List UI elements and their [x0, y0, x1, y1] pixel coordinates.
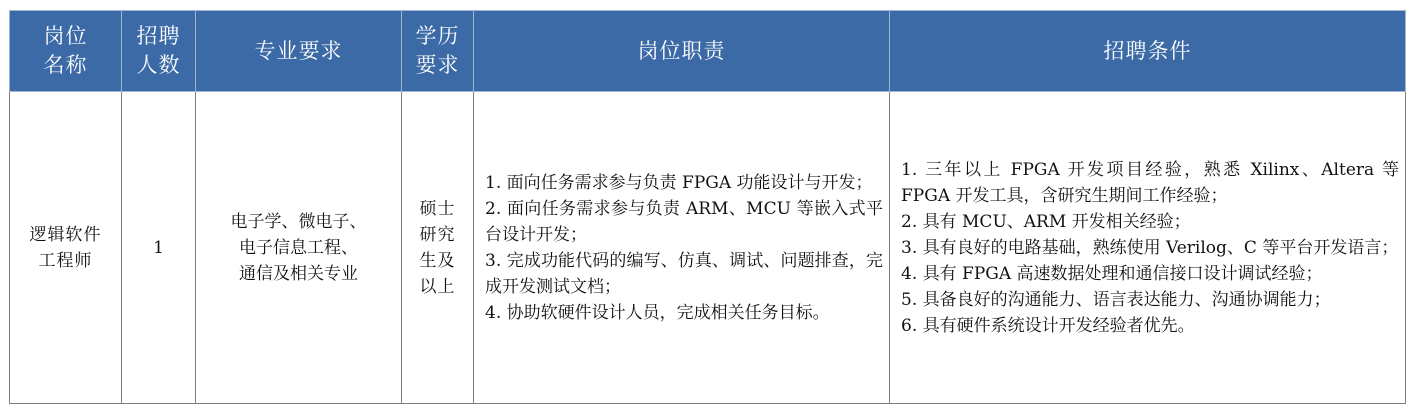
condition-item: 4. 具有 FPGA 高速数据处理和通信接口设计调试经验；	[901, 263, 1323, 284]
header-headcount: 招聘 人数	[122, 11, 196, 92]
condition-item: 6. 具有硬件系统设计开发经验者优先。	[901, 315, 1195, 336]
table-row	[10, 92, 1406, 404]
cell-position-name: 逻辑软件 工程师	[10, 92, 122, 404]
condition-item: 5. 具备良好的沟通能力、语言表达能力、沟通协调能力；	[901, 289, 1331, 310]
cell-headcount: 1	[122, 92, 196, 404]
condition-item: 1. 三年以上 FPGA 开发项目经验，熟悉 Xilinx、Altera 等 FPGA 开发工具，含研究生期间工作经验；	[901, 159, 1399, 206]
duty-item: 2. 面向任务需求参与负责 ARM、MCU 等嵌入式平台设计开发；	[485, 198, 883, 245]
cell-duties	[474, 92, 890, 404]
recruitment-table	[9, 10, 1406, 404]
cell-major: 电子学、微电子、 电子信息工程、 通信及相关专业	[196, 92, 402, 404]
header-major: 专业要求	[196, 11, 402, 92]
cell-education: 硕士 研究 生及 以上	[402, 92, 474, 404]
duty-item: 4. 协助软硬件设计人员，完成相关任务目标。	[485, 302, 830, 323]
header-duties: 岗位职责	[474, 11, 890, 92]
cell-conditions	[890, 92, 1406, 404]
duty-item: 1. 面向任务需求参与负责 FPGA 功能设计与开发；	[485, 172, 873, 193]
header-education: 学历 要求	[402, 11, 474, 92]
duty-item: 3. 完成功能代码的编写、仿真、调试、问题排查，完成开发测试文档；	[485, 250, 883, 297]
header-row	[10, 11, 1406, 92]
header-position-name: 岗位 名称	[10, 11, 122, 92]
condition-item: 2. 具有 MCU、ARM 开发相关经验；	[901, 211, 1191, 232]
condition-item: 3. 具有良好的电路基础，熟练使用 Verilog、C 等平台开发语言；	[901, 237, 1399, 258]
header-conditions: 招聘条件	[890, 11, 1406, 92]
